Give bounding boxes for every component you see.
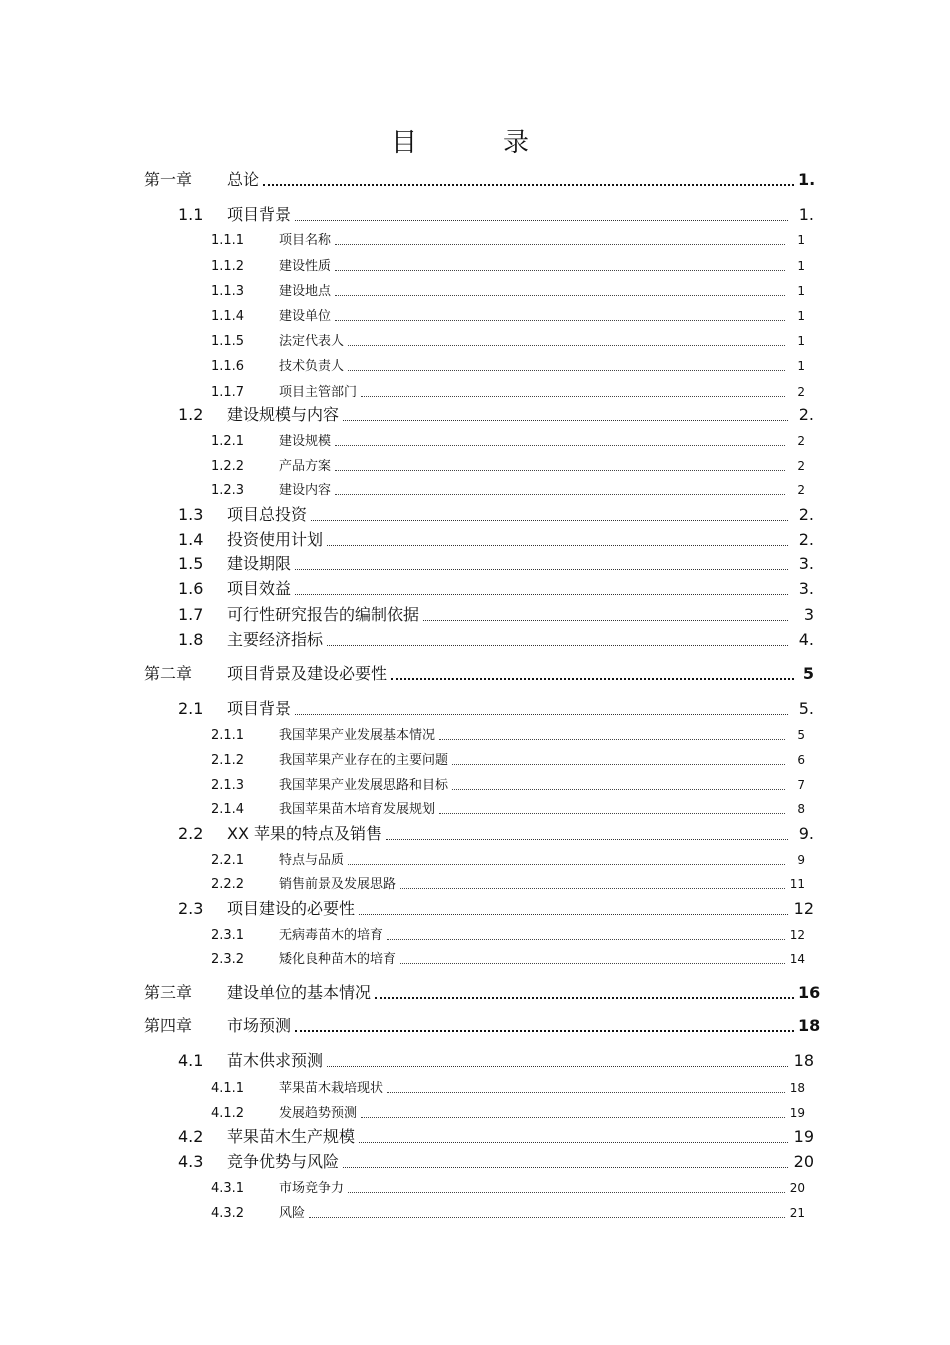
toc-entry[interactable]: [211, 330, 805, 349]
toc-entry-number: 1.1.7: [211, 385, 245, 400]
toc-entry-number: 2.1: [178, 699, 204, 718]
toc-entry-number: 1.2.3: [211, 483, 245, 498]
toc-entry-page: 1: [797, 259, 805, 273]
toc-entry-label: 我国苹果产业存在的主要问题: [279, 753, 449, 768]
toc-entry[interactable]: [178, 527, 814, 550]
toc-entry-page: 1: [797, 309, 805, 323]
toc-entry-label: 技术负责人: [279, 359, 345, 374]
toc-entry-label: 项目效益: [227, 579, 292, 598]
toc-entry[interactable]: [178, 1048, 814, 1071]
toc-entry[interactable]: [178, 1149, 814, 1172]
toc-entry-label: 建设单位: [279, 309, 332, 324]
toc-entry-page: 3: [803, 605, 814, 624]
toc-entry[interactable]: [178, 551, 814, 574]
dot-leader: [375, 997, 794, 999]
dot-leader: [387, 1092, 785, 1093]
toc-entry-label: 建设性质: [279, 259, 332, 274]
dot-leader: [295, 594, 788, 595]
toc-entry[interactable]: [211, 1202, 805, 1221]
toc-entry[interactable]: [178, 696, 814, 719]
toc-entry-page: 12: [789, 928, 805, 942]
toc-entry[interactable]: [211, 305, 805, 324]
toc-entry-page: 8: [797, 802, 805, 816]
toc-entry[interactable]: [211, 479, 805, 498]
toc-entry[interactable]: [178, 502, 814, 525]
toc-entry[interactable]: [211, 849, 805, 868]
toc-entry-page: 20: [793, 1152, 814, 1171]
toc-entry-page: 9: [797, 853, 805, 867]
toc-entry-label: 无病毒苗木的培育: [279, 928, 384, 943]
toc-entry[interactable]: [211, 381, 805, 400]
dot-leader: [343, 420, 788, 421]
dot-leader: [359, 914, 788, 915]
dot-leader: [386, 839, 788, 840]
toc-entry-page: 2.: [798, 405, 814, 424]
toc-entry-page: 2.: [798, 505, 814, 524]
dot-leader: [452, 789, 785, 790]
toc-entry-number: 4.1: [178, 1051, 204, 1070]
toc-entry-label: 建设内容: [279, 483, 332, 498]
dot-leader: [335, 270, 785, 271]
toc-entry-label: 项目名称: [279, 233, 332, 248]
dot-leader: [263, 184, 794, 186]
toc-entry-number: 2.1.3: [211, 778, 245, 793]
toc-entry-page: 1: [797, 359, 805, 373]
toc-entry-page: 5.: [798, 699, 814, 718]
toc-entry-page: 18: [798, 1016, 821, 1035]
toc-entry-page: 18: [793, 1051, 814, 1070]
dot-leader: [295, 569, 788, 570]
dot-leader: [335, 445, 785, 446]
toc-entry-page: 2: [797, 483, 805, 497]
toc-entry-label: 矮化良种苗木的培育: [279, 952, 397, 967]
toc-entry[interactable]: [178, 896, 814, 919]
toc-entry-page: 18: [789, 1081, 805, 1095]
toc-entry-page: 20: [789, 1181, 805, 1195]
toc-entry[interactable]: [211, 798, 805, 817]
dot-leader: [309, 1217, 785, 1218]
toc-entry-label: 我国苹果产业发展基本情况: [279, 728, 436, 743]
toc-entry-label: 市场竞争力: [279, 1181, 345, 1196]
dot-leader: [400, 963, 785, 964]
dot-leader: [452, 764, 785, 765]
toc-entry-number: 1.1.5: [211, 334, 245, 349]
toc-entry-label: 建设地点: [279, 284, 332, 299]
dot-leader: [439, 739, 785, 740]
dot-leader: [295, 1030, 794, 1032]
toc-entry[interactable]: [178, 821, 814, 844]
toc-entry[interactable]: [178, 1124, 814, 1147]
dot-leader: [295, 220, 788, 221]
toc-entry-label: 可行性研究报告的编制依据: [227, 605, 420, 624]
toc-entry-page: 11: [789, 877, 805, 891]
toc-entry-page: 2.: [798, 530, 814, 549]
toc-entry-label: 投资使用计划: [227, 530, 324, 549]
dot-leader: [335, 494, 785, 495]
toc-entry-number: 1.1.2: [211, 259, 245, 274]
toc-entry-number: 1.6: [178, 579, 204, 598]
dot-leader: [327, 1066, 788, 1067]
toc-entry-page: 3.: [798, 579, 814, 598]
dot-leader: [361, 396, 785, 397]
toc-entry-page: 1: [797, 233, 805, 247]
toc-entry[interactable]: [211, 774, 805, 793]
toc-entry[interactable]: [178, 576, 814, 599]
dot-leader: [335, 470, 785, 471]
toc-entry[interactable]: [144, 167, 814, 190]
dot-leader: [343, 1167, 788, 1168]
toc-entry-number: 4.3: [178, 1152, 204, 1171]
toc-entry-number: 1.7: [178, 605, 204, 624]
toc-entry[interactable]: [211, 724, 805, 743]
toc-entry-number: 1.2: [178, 405, 204, 424]
toc-entry-page: 7: [797, 778, 805, 792]
toc-entry-label: 风险: [279, 1206, 306, 1221]
toc-entry-label: 法定代表人: [279, 334, 345, 349]
toc-entry-number: 1.1.3: [211, 284, 245, 299]
dot-leader: [327, 545, 788, 546]
toc-entry-page: 9.: [798, 824, 814, 843]
toc-entry-page: 19: [789, 1106, 805, 1120]
toc-entry-label: 销售前景及发展思路: [279, 877, 397, 892]
toc-entry-label: 主要经济指标: [227, 630, 324, 649]
toc-entry-page: 6: [797, 753, 805, 767]
toc-entry-label: 建设期限: [227, 554, 292, 573]
dot-leader: [295, 714, 788, 715]
toc-entry-number: 1.1.4: [211, 309, 245, 324]
toc-entry-number: 2.2.2: [211, 877, 245, 892]
toc-entry-number: 1.2.1: [211, 434, 245, 449]
toc-entry-number: 2.2: [178, 824, 204, 843]
toc-entry[interactable]: [211, 1102, 805, 1121]
toc-entry[interactable]: [178, 627, 814, 650]
toc-entry-number: 4.3.1: [211, 1181, 245, 1196]
toc-entry-label: 苗木供求预测: [227, 1051, 324, 1070]
toc-entry-page: 2: [797, 385, 805, 399]
dot-leader: [348, 1192, 785, 1193]
dot-leader: [335, 295, 785, 296]
toc-entry-label: 产品方案: [279, 459, 332, 474]
dot-leader: [348, 864, 785, 865]
toc-entry-number: 2.3.1: [211, 928, 245, 943]
toc-entry-label: XX 苹果的特点及销售: [227, 824, 383, 843]
toc-entry[interactable]: [144, 1013, 821, 1036]
toc-entry-number: 2.3: [178, 899, 204, 918]
toc-entry-number: 2.1.1: [211, 728, 245, 743]
toc-entry-number: 第三章: [144, 983, 193, 1002]
toc-entry-number: 1.1: [178, 205, 204, 224]
toc-entry-number: 2.1.2: [211, 753, 245, 768]
toc-entry-page: 19: [793, 1127, 814, 1146]
toc-entry[interactable]: [211, 255, 805, 274]
toc-entry-number: 第一章: [144, 170, 193, 189]
toc-entry-label: 总论: [227, 170, 260, 189]
toc-entry-number: 第四章: [144, 1016, 193, 1035]
toc-entry-page: 14: [789, 952, 805, 966]
toc-entry-label: 建设单位的基本情况: [227, 983, 372, 1002]
page-title: 目 录: [390, 128, 559, 158]
dot-leader: [335, 244, 785, 245]
toc-entry[interactable]: [211, 430, 805, 449]
toc-entry-label: 项目建设的必要性: [227, 899, 356, 918]
toc-entry-page: 1.: [798, 205, 814, 224]
toc-entry-number: 1.1.6: [211, 359, 245, 374]
toc-entry-number: 4.3.2: [211, 1206, 245, 1221]
toc-entry-number: 4.1.2: [211, 1106, 245, 1121]
dot-leader: [327, 645, 788, 646]
toc-entry-page: 16: [798, 983, 821, 1002]
toc-entry-label: 发展趋势预测: [279, 1106, 358, 1121]
toc-entry[interactable]: [211, 355, 805, 374]
dot-leader: [359, 1142, 788, 1143]
dot-leader: [387, 939, 785, 940]
toc-entry-page: 2: [797, 459, 805, 473]
dot-leader: [439, 813, 785, 814]
toc-entry[interactable]: [211, 1177, 805, 1196]
toc-entry-number: 1.4: [178, 530, 204, 549]
toc-entry[interactable]: [178, 402, 814, 425]
toc-entry[interactable]: [144, 980, 821, 1003]
toc-entry-number: 4.2: [178, 1127, 204, 1146]
toc-entry-page: 12: [793, 899, 814, 918]
dot-leader: [335, 320, 785, 321]
toc-entry-page: 5: [802, 664, 814, 683]
toc-entry-page: 1: [797, 284, 805, 298]
toc-entry-label: 我国苹果产业发展思路和目标: [279, 778, 449, 793]
toc-entry[interactable]: [211, 749, 805, 768]
toc-entry[interactable]: [178, 602, 814, 625]
toc-entry-label: 项目背景: [227, 699, 292, 718]
toc-entry-label: 项目背景: [227, 205, 292, 224]
toc-entry-page: 1.: [798, 170, 816, 189]
toc-entry[interactable]: [144, 661, 814, 684]
dot-leader: [391, 678, 794, 680]
toc-entry[interactable]: [211, 924, 805, 943]
toc-entry[interactable]: [211, 280, 805, 299]
toc-entry-number: 1.8: [178, 630, 204, 649]
toc-entry-number: 第二章: [144, 664, 193, 683]
toc-entry[interactable]: [211, 1077, 805, 1096]
toc-entry-page: 21: [789, 1206, 805, 1220]
toc-entry[interactable]: [211, 948, 805, 967]
toc-entry-label: 特点与品质: [279, 853, 345, 868]
dot-leader: [348, 345, 785, 346]
toc-entry[interactable]: [211, 455, 805, 474]
toc-entry-number: 1.1.1: [211, 233, 245, 248]
toc-entry-page: 2: [797, 434, 805, 448]
dot-leader: [423, 620, 788, 621]
dot-leader: [348, 370, 785, 371]
toc-entry-label: 苹果苗木生产规模: [227, 1127, 356, 1146]
toc-entry-label: 建设规模: [279, 434, 332, 449]
toc-entry-number: 1.3: [178, 505, 204, 524]
toc-entry-label: 竞争优势与风险: [227, 1152, 340, 1171]
toc-entry-page: 5: [797, 728, 805, 742]
toc-entry-label: 项目总投资: [227, 505, 308, 524]
toc-entry[interactable]: [178, 202, 814, 225]
toc-entry-number: 1.2.2: [211, 459, 245, 474]
toc-entry-label: 建设规模与内容: [227, 405, 340, 424]
dot-leader: [400, 888, 785, 889]
toc-entry-number: 2.1.4: [211, 802, 245, 817]
toc-entry-label: 苹果苗木栽培现状: [279, 1081, 384, 1096]
toc-entry-page: 1: [797, 334, 805, 348]
toc-entry-label: 我国苹果苗木培育发展规划: [279, 802, 436, 817]
toc-entry-page: 4.: [798, 630, 814, 649]
toc-entry-number: 1.5: [178, 554, 204, 573]
toc-entry[interactable]: [211, 229, 805, 248]
dot-leader: [361, 1117, 785, 1118]
toc-entry-label: 项目背景及建设必要性: [227, 664, 388, 683]
toc-entry-label: 市场预测: [227, 1016, 292, 1035]
toc-entry-label: 项目主管部门: [279, 385, 358, 400]
toc-entry-number: 4.1.1: [211, 1081, 245, 1096]
toc-entry-page: 3.: [798, 554, 814, 573]
toc-entry-number: 2.3.2: [211, 952, 245, 967]
toc-entry-number: 2.2.1: [211, 853, 245, 868]
toc-entry[interactable]: [211, 873, 805, 892]
dot-leader: [311, 520, 788, 521]
